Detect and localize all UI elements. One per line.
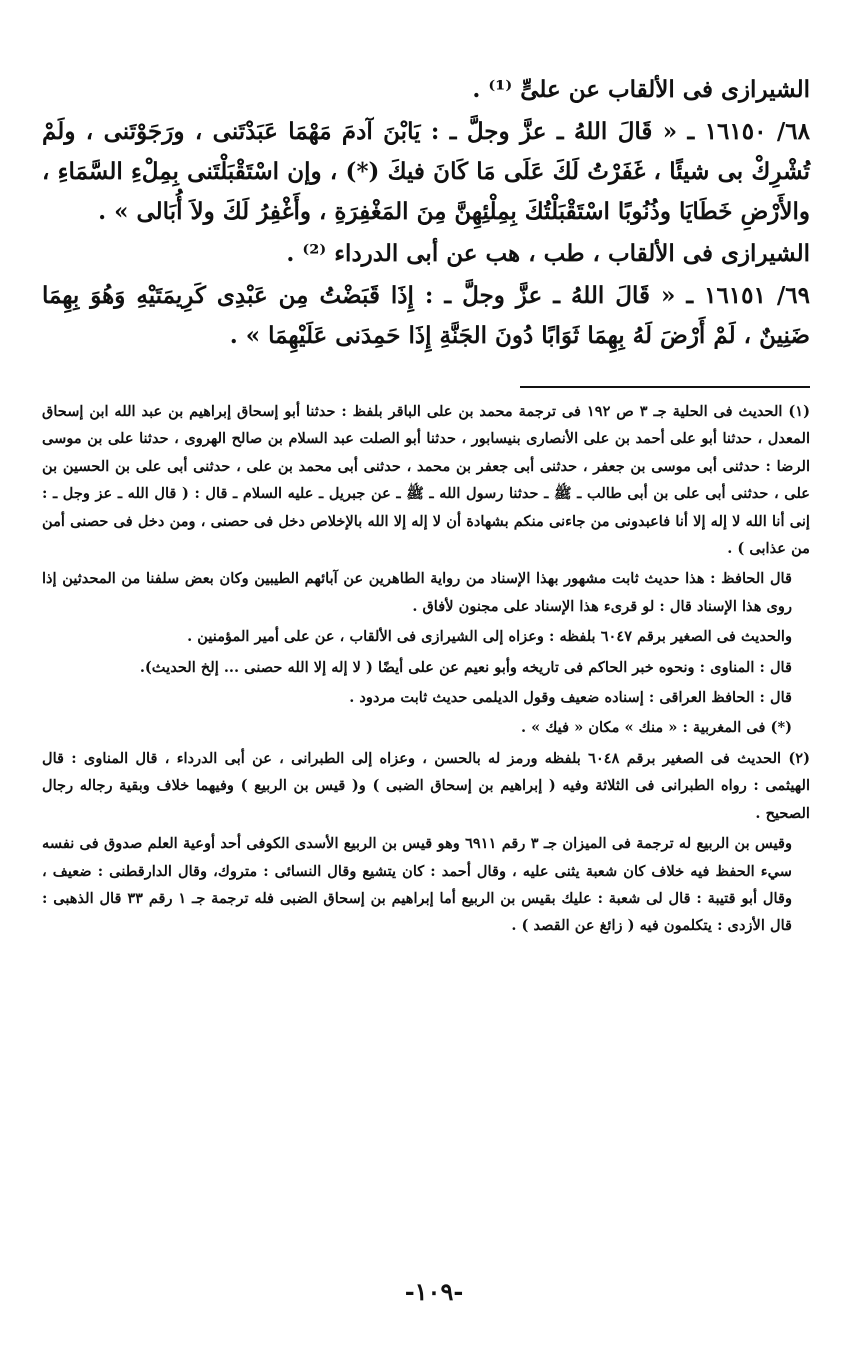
footnote-2-qays: وقيس بن الربيع له ترجمة فى الميزان جـ ٣ رقم ٦٩١١ وهو قيس بن الربيع الأسدى الكوفى أحد أوعية العلم صدوق فى نفسه سيء الحفظ فيه خلاف كان شعبة يثنى عليه ، وقال أحمد : كان يتشيع وقال النسائى : متروك، وقال الدارقطنى : ضعيف ، وقال أبو قتيبة : قال لى شعبة : عليك بقيس بن الربيع أما إبراهيم بن إسحاق الضبى فله ترجمة جـ ١ رقم ٣٣ قال الذهبى : قال الأزدى : يتكلمون فيه ( زائغ عن القصد ) .: [42, 835, 792, 935]
main-text: [42, 70, 810, 356]
footnote-1-saghir: والحديث فى الصغير برقم ٦٠٤٧ بلفظه : وعزاه إلى الشيرازى فى الألقاب ، عن على أمير المؤمنين .: [187, 628, 792, 646]
footnote-1: (١) الحديث فى الحلية جـ ٣ ص ١٩٢ فى ترجمة محمد بن على الباقر بلفظ : حدثنا أبو إسحاق إبراهيم بن عبد الله ابن إسحاق المعدل ، حدثنا أبو على أحمد بن على الأنصارى بنيسابور ، حدثنا أبو الصلت عبد السلام بن صالح الهروى ، حدثنا على بن موسى الرضا : حدثنى أبى موسى بن جعفر ، حدثنى أبى جعفر بن محمد ، حدثنى أبى محمد بن على ، حدثنى أبى على بن الحسين بن على ، حدثنى أبى على بن أبى طالب ـ ﷺ ـ حدثنا رسول الله ـ ﷺ ـ عن جبريل ـ عليه السلام ـ قال : ( قال الله ـ عز وجل ـ : إنى أنا الله لا إله إلا أنا فاعبدونى من جاءنى منكم بشهادة أن لا إله إلا الله بالإخلاص دخل فى حصنى ، ومن دخل فى حصنى أمن من عذابى ) .: [42, 403, 810, 558]
footnote-1-hafiz: قال الحافظ : هذا حديث ثابت مشهور بهذا الإسناد من رواية الطاهرين عن آبائهم الطيبين وكان بعض سلفنا من المحدثين إذا روى هذا الإسناد قال : لو قرىء هذا الإسناد على مجنون لأفاق .: [42, 570, 792, 615]
source-line-1: الشيرازى فى الألقاب عن علىٍّ ⁽¹⁾ .: [472, 76, 810, 103]
source-line-2: الشيرازى فى الألقاب ، طب ، هب عن أبى الدرداء ⁽²⁾ .: [286, 240, 810, 267]
footnote-1-iraqi: قال : الحافظ العراقى : إسناده ضعيف وقول الديلمى حديث ثابت مردود .: [349, 689, 792, 707]
footnote-divider: [520, 386, 810, 388]
footnote-star: (*) فى المغربية : « منك » مكان « فيك » .: [521, 719, 792, 737]
footnotes: [42, 398, 810, 940]
footnote-2: (٢) الحديث فى الصغير برقم ٦٠٤٨ بلفظه ورمز له بالحسن ، وعزاه إلى الطبرانى ، عن أبى الدرداء ، قال المناوى : قال الهيثمى : رواه الطبرانى فى الثلاثة وفيه ( إبراهيم بن إسحاق الضبى ) و( قيس بن الربيع ) وفيهما خلاف وبقية رجاله رجال الصحيح .: [42, 749, 810, 822]
hadith-16151: ٦٩/ ١٦١٥١ ـ « قَالَ اللهُ ـ عزَّ وجلَّ ـ : إِذَا قَبَضْتُ مِن عَبْدِى كَرِيمَتَيْهِ وَهُوَ بِهِمَا ضَنِينٌ ، لَمْ أَرْضَ لَهُ بِهِمَا ثَوَابًا دُونَ الجَنَّةِ إِذَا حَمِدَنى عَلَيْهِمَا » .: [42, 282, 810, 349]
page-number: -١٠٩-: [404, 1277, 464, 1306]
footnote-1-munawi: قال : المناوى : ونحوه خبر الحاكم فى تاريخه وأبو نعيم عن على أيضًا ( لا إله إلا الله حصنى ... إلخ الحديث).: [139, 658, 792, 676]
hadith-16150: ٦٨/ ١٦١٥٠ ـ « قَالَ اللهُ ـ عزَّ وجلَّ ـ : يَابْنَ آدمَ مَهْمَا عَبَدْتَنى ، ورَجَوْتَنى ، ولَمْ تُشْرِكْ بى شيئًا ، غَفَرْتُ لَكَ عَلَى مَا كَانَ فيكَ (*) ، وإن اسْتَقْبَلْتَنى بِمِلْءِ السَّمَاءِ ، والأَرْضِ خَطَايَا وذُنُوبًا اسْتَقْبَلْتُكَ بِمِلْئِهِنَّ مِنَ المَغْفِرَةِ ، وأَغْفِرُ لَكَ ولاَ أُبَالى » .: [42, 118, 810, 225]
